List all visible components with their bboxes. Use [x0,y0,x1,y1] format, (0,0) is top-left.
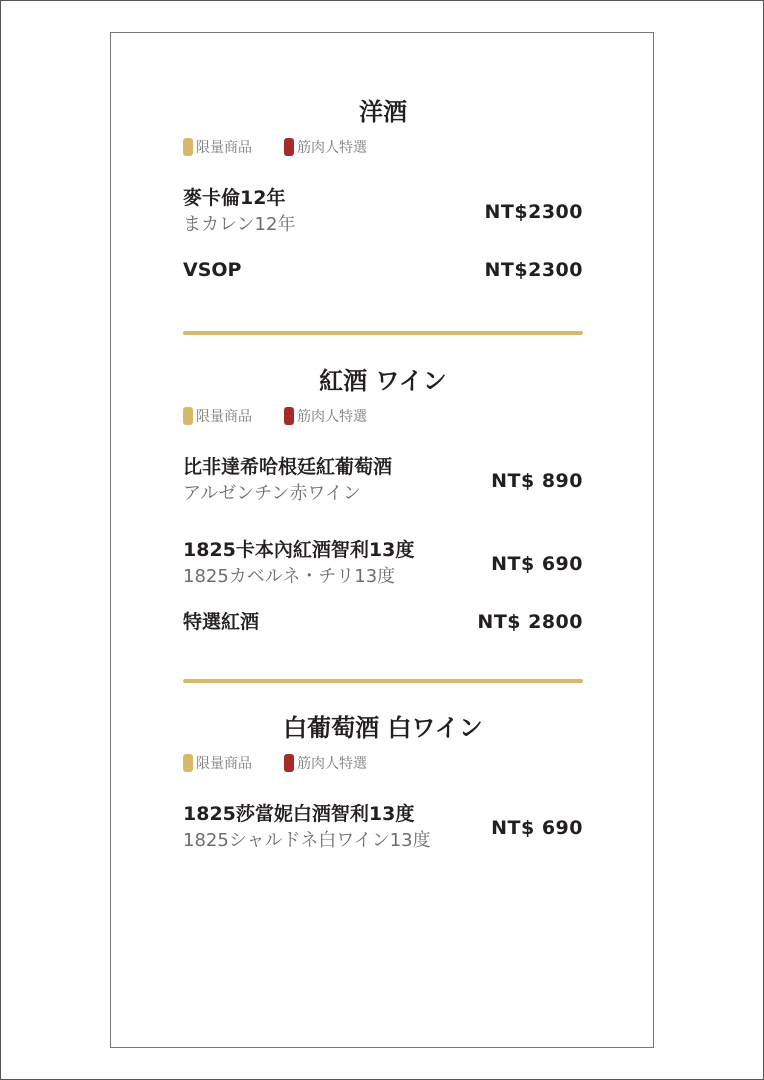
legend-limited [183,137,252,157]
item-name: 1825卡本內紅酒智利13度 [183,539,415,561]
item-name: 麥卡倫12年 [183,187,286,209]
item-subname: まカレン12年 [183,214,296,235]
section-western-liquor [183,95,583,283]
legend-limited [183,406,252,426]
item-name: VSOP [183,259,242,281]
legend-muscle [284,753,367,773]
gold-swatch-icon [183,407,193,425]
legend-muscle-label: 筋肉人特選 [297,756,367,772]
menu-item [183,454,583,508]
item-price: NT$ 2800 [477,611,583,633]
legend [183,753,583,773]
section-divider [183,679,583,683]
menu-page [110,32,654,1048]
section-divider [183,331,583,335]
red-swatch-icon [284,138,294,156]
legend-muscle-label: 筋肉人特選 [297,409,367,425]
menu-item [183,185,583,239]
legend-muscle [284,406,367,426]
gold-swatch-icon [183,138,193,156]
legend-limited [183,753,252,773]
item-name: 比非達希哈根廷紅葡萄酒 [183,456,393,478]
menu-item [183,537,583,591]
legend-muscle [284,137,367,157]
item-price: NT$2300 [484,259,583,281]
item-name: 1825莎當妮白酒智利13度 [183,803,415,825]
legend [183,137,583,157]
item-price: NT$2300 [484,201,583,223]
gold-swatch-icon [183,754,193,772]
section-title: 紅酒 ワイン [319,367,447,395]
legend-limited-label: 限量商品 [196,756,252,772]
section-white-wine [183,711,583,855]
item-subname: 1825シャルドネ白ワイン13度 [183,830,431,851]
item-price: NT$ 690 [491,553,583,575]
item-subname: 1825カベルネ・チリ13度 [183,566,396,587]
menu-item [183,609,583,635]
red-swatch-icon [284,407,294,425]
item-name: 特選紅酒 [183,611,260,633]
menu-item [183,801,583,855]
item-price: NT$ 890 [491,470,583,492]
legend-limited-label: 限量商品 [196,140,252,156]
menu-item [183,257,583,283]
section-title: 洋酒 [359,98,407,126]
red-swatch-icon [284,754,294,772]
legend-muscle-label: 筋肉人特選 [297,140,367,156]
section-red-wine [183,364,583,635]
legend [183,406,583,426]
item-subname: アルゼンチン赤ワイン [183,483,361,504]
section-title: 白葡萄酒 白ワイン [283,714,483,742]
legend-limited-label: 限量商品 [196,409,252,425]
item-price: NT$ 690 [491,817,583,839]
